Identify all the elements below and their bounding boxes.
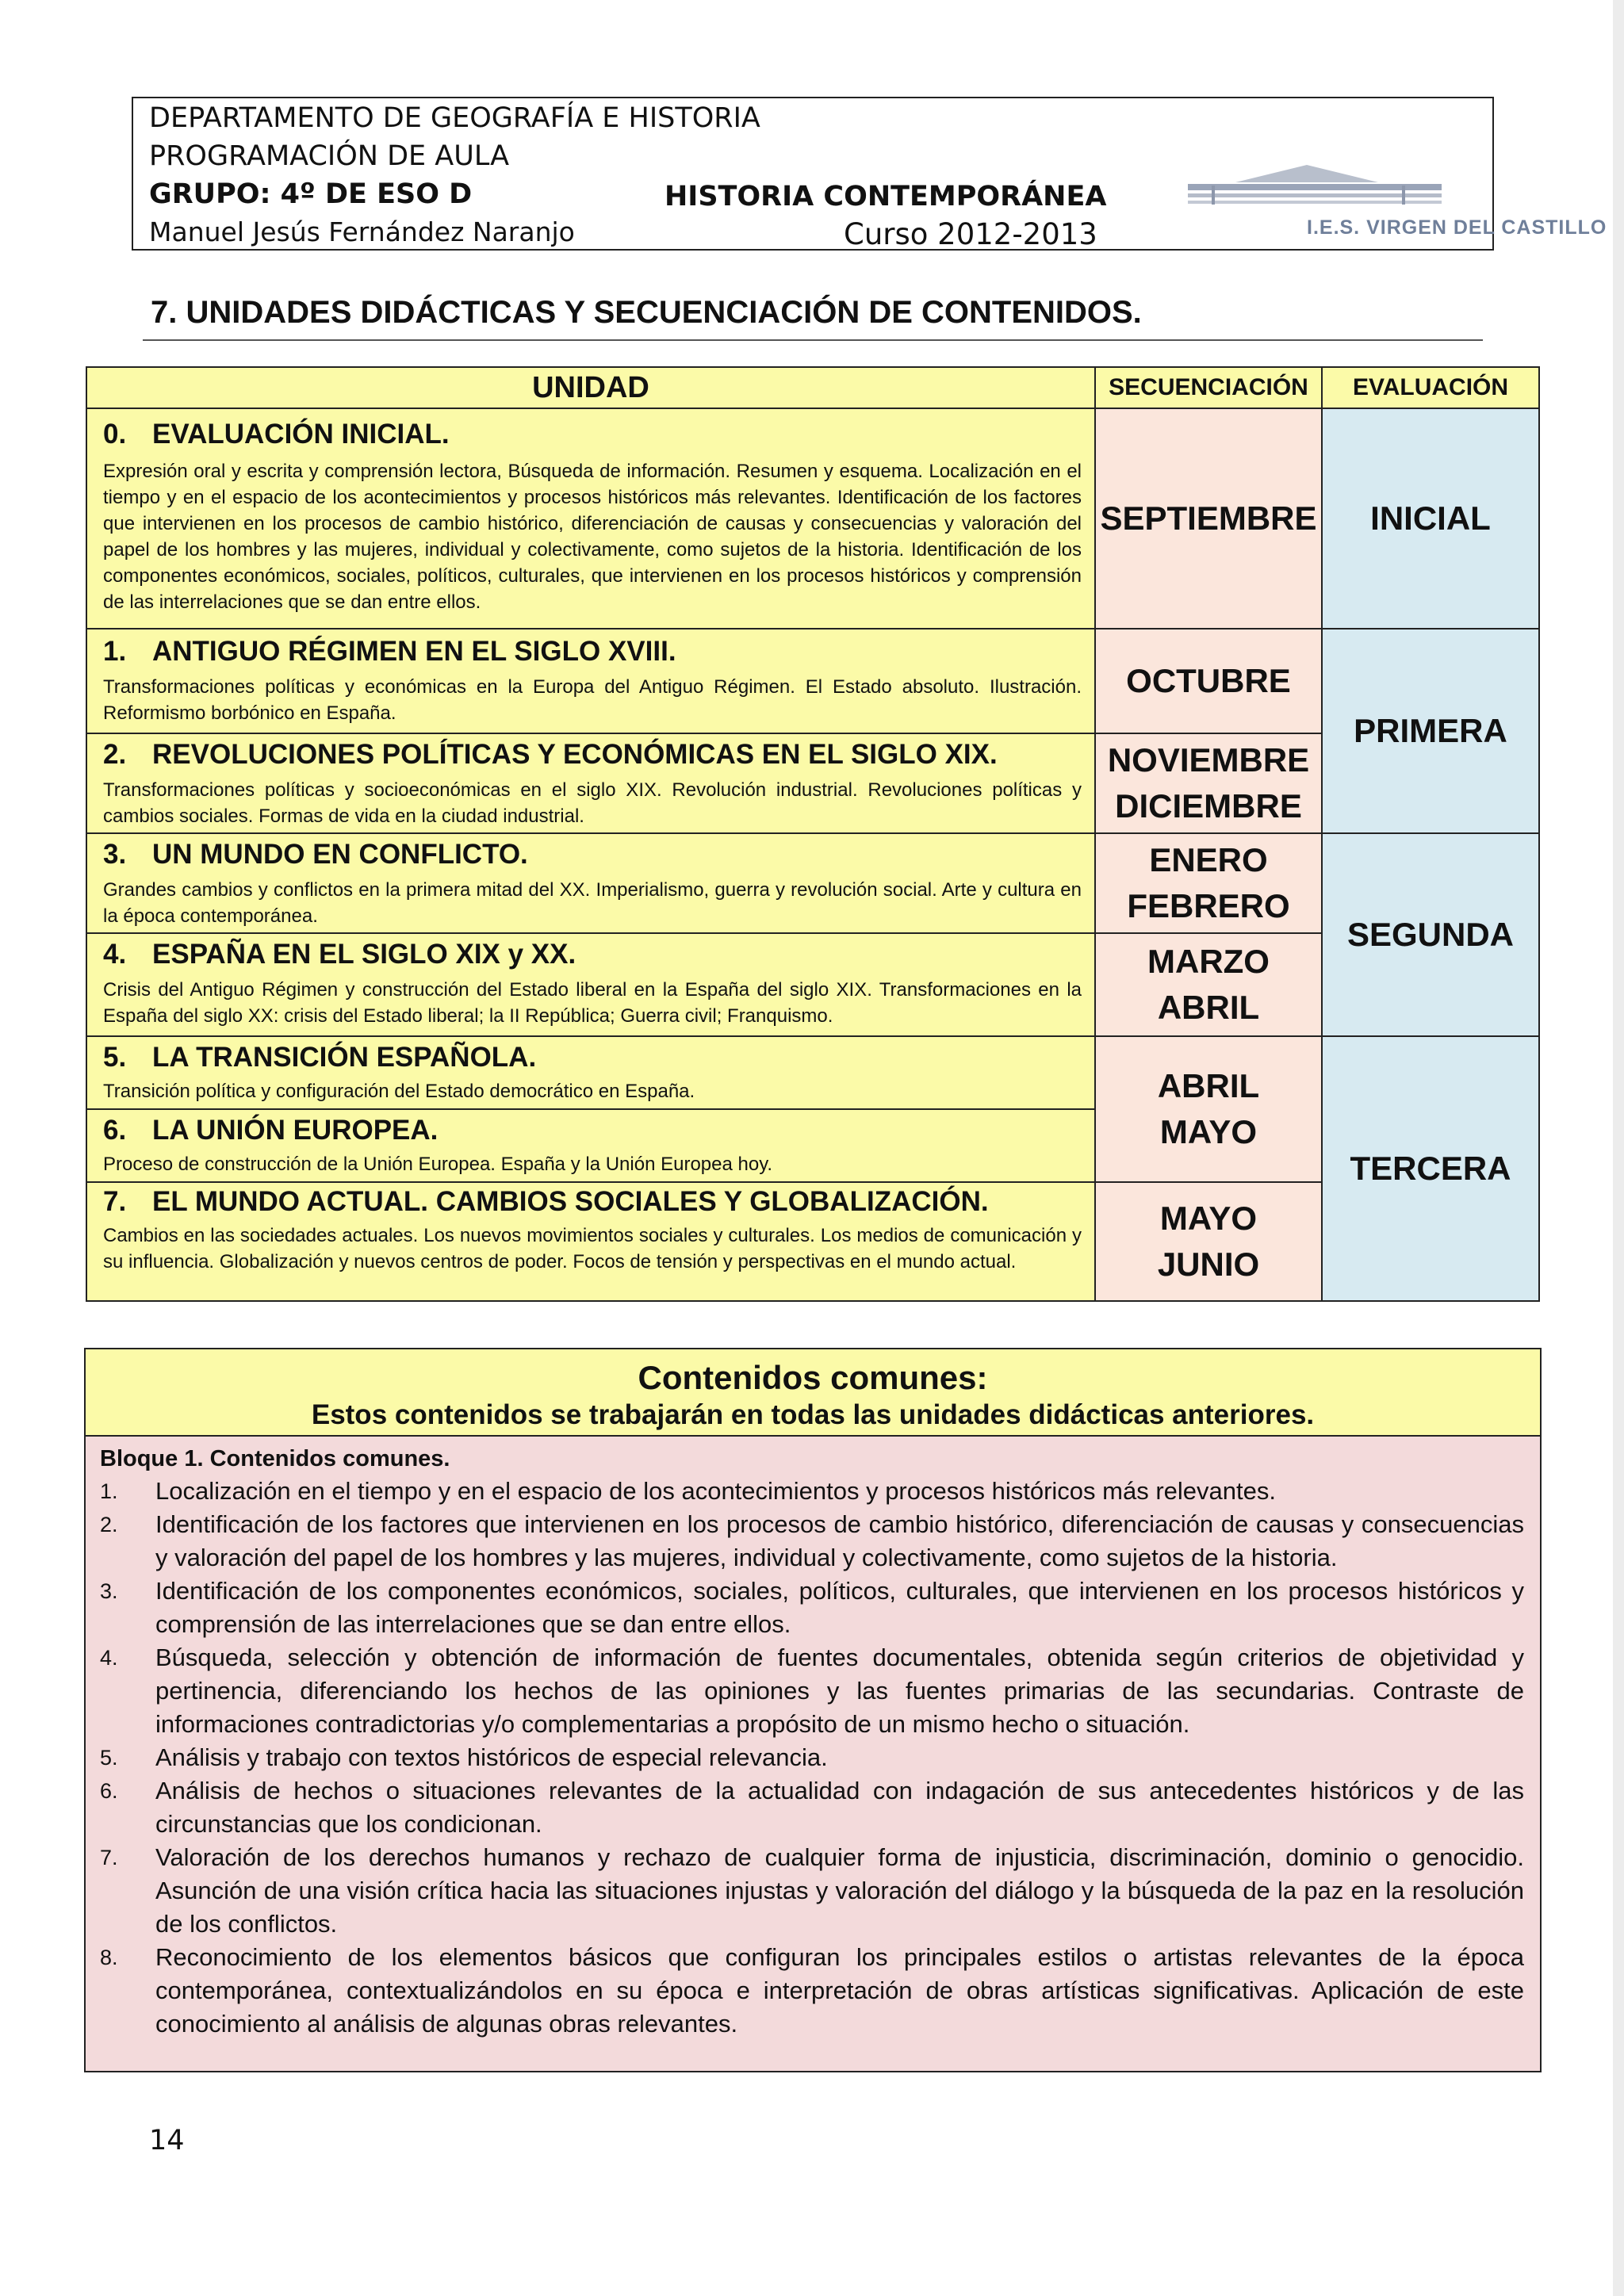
list-item bbox=[100, 1641, 1524, 1741]
month-label: SEPTIEMBRE bbox=[1100, 499, 1317, 537]
unit-title-text: EVALUACIÓN INICIAL. bbox=[152, 419, 450, 450]
month-label: MAYO bbox=[1159, 1200, 1258, 1237]
evaluation-label: PRIMERA bbox=[1354, 712, 1507, 749]
list-number: 4. bbox=[100, 1646, 118, 1670]
page-number: 14 bbox=[149, 2125, 185, 2156]
month-label: OCTUBRE bbox=[1126, 662, 1291, 699]
unit-title-text: UN MUNDO EN CONFLICTO. bbox=[152, 839, 528, 870]
sequence-cell bbox=[1094, 932, 1323, 1037]
unit-description: Cambios en las sociedades actuales. Los nuevos movimientos sociales y culturales. Los medios de comunicación y su influencia. Globalización y nuevos centros de poder. Focos de tensión y perspectivas en el mundo actual. bbox=[103, 1225, 1082, 1272]
school-building-icon bbox=[1164, 103, 1481, 214]
school-logo: I.E.S. VIRGEN DEL CASTILLO bbox=[1164, 103, 1481, 247]
list-item bbox=[100, 1508, 1524, 1575]
list-text: Identificación de los factores que intervienen en los procesos de cambio histórico, diferenciación de causas y consecuencias y valoración del papel de los hombres y las mujeres, individual y colectivamente, como sujetos de la historia. bbox=[155, 1510, 1524, 1571]
month-label: DICIEMBRE bbox=[1115, 787, 1302, 825]
list-text: Búsqueda, selección y obtención de información de fuentes documentales, obtenida según criterios de objetividad y pertinencia, diferenciando los hechos de las opiniones y las fuentes primarias de las secundarias. Contraste de informaciones contradictorias y/o complementarias a propósito de un mismo hecho o situación. bbox=[155, 1644, 1524, 1738]
common-contents-subtitle: Estos contenidos se trabajarán en todas las unidades didácticas anteriores. bbox=[311, 1399, 1315, 1430]
month-label: MAYO bbox=[1159, 1113, 1258, 1150]
evaluation-cell bbox=[1321, 1035, 1540, 1302]
unit-title bbox=[103, 419, 450, 450]
unit-title bbox=[103, 939, 576, 970]
unit-row bbox=[86, 1108, 1096, 1183]
unit-number: 0. bbox=[103, 419, 127, 450]
block-title: Bloque 1. Contenidos comunes. bbox=[100, 1446, 450, 1471]
evaluation-cell bbox=[1321, 408, 1540, 629]
document-header bbox=[132, 97, 1607, 251]
unit-description: Transformaciones políticas y socioeconómicas en el siglo XIX. Revolución industrial. Revoluciones políticas y cambios sociales. Formas de vida en la ciudad industrial. bbox=[103, 779, 1082, 827]
month-label: FEBRERO bbox=[1127, 887, 1290, 924]
unit-title bbox=[103, 1042, 536, 1073]
unit-row bbox=[86, 628, 1096, 734]
evaluation-cell bbox=[1321, 628, 1540, 834]
unit-number: 6. bbox=[103, 1115, 127, 1146]
common-contents-title: Contenidos comunes: bbox=[638, 1359, 988, 1396]
list-text: Localización en el tiempo y en el espacio de los acontecimientos y procesos históricos más relevantes. bbox=[155, 1477, 1276, 1505]
unit-title-text: REVOLUCIONES POLÍTICAS Y ECONÓMICAS EN EL SIGLO XIX. bbox=[152, 739, 998, 770]
unit-title bbox=[103, 839, 528, 871]
units-table bbox=[86, 366, 1540, 1302]
unit-description: Expresión oral y escrita y comprensión lectora, Búsqueda de información. Resumen y esquema. Localización en el tiempo y en el espacio de los acontecimientos y procesos históricos más relevantes. Identificación de los factores que intervienen en los procesos de cambio histórico, diferenciación de causas y consecuencias y valoración del papel de los hombres y las mujeres, individual y colectivamente, como sujetos de la historia. Identificación de los componentes económicos, sociales, políticos, culturales, que intervienen en los procesos históricos y comprensión de las interrelaciones que se dan entre ellos. bbox=[103, 461, 1082, 613]
unit-row bbox=[86, 832, 1096, 934]
unit-description: Proceso de construcción de la Unión Europea. España y la Unión Europea hoy. bbox=[103, 1154, 773, 1175]
subject-label: HISTORIA CONTEMPORÁNEA bbox=[665, 181, 1107, 212]
header-unit: UNIDAD bbox=[86, 366, 1096, 409]
list-number: 7. bbox=[100, 1846, 118, 1869]
unit-description: Crisis del Antiguo Régimen y construcción del Estado liberal en la España del siglo XIX. Transformaciones en la España del siglo XX: crisis del Estado liberal; la II República; Guerra civil; Franquismo. bbox=[103, 979, 1082, 1027]
unit-title-text: ANTIGUO RÉGIMEN EN EL SIGLO XVIII. bbox=[152, 636, 676, 667]
list-number: 1. bbox=[100, 1479, 118, 1503]
department-name: DEPARTAMENTO DE GEOGRAFÍA E HISTORIA bbox=[149, 102, 760, 134]
list-text: Reconocimiento de los elementos básicos que configuran los principales estilos o artistas relevantes de la época contemporánea, contextualizándolos en su época e interpretación de obras artísticas significativas. Aplicación de este conocimiento al análisis de algunas obras relevantes. bbox=[155, 1943, 1524, 2038]
unit-number: 1. bbox=[103, 636, 127, 667]
evaluation-label: INICIAL bbox=[1370, 499, 1491, 537]
month-label: ABRIL bbox=[1157, 1067, 1260, 1104]
evaluation-label: TERCERA bbox=[1350, 1150, 1511, 1187]
evaluation-cell bbox=[1321, 832, 1540, 1037]
list-item bbox=[100, 1741, 1524, 1774]
evaluation-label: SEGUNDA bbox=[1346, 916, 1515, 953]
month-label: NOVIEMBRE bbox=[1107, 741, 1310, 779]
unit-description: Grandes cambios y conflictos en la primera mitad del XX. Imperialismo, guerra y revolución social. Arte y cultura en la época contemporánea. bbox=[103, 879, 1082, 927]
list-item bbox=[100, 1575, 1524, 1641]
unit-row bbox=[86, 1181, 1096, 1302]
sequence-cell bbox=[1094, 408, 1323, 629]
section-title: 7. UNIDADES DIDÁCTICAS Y SECUENCIACIÓN DE CONTENIDOS. bbox=[151, 295, 1142, 330]
course-label: Curso 2012-2013 bbox=[844, 217, 1097, 251]
sequence-cell bbox=[1094, 628, 1323, 734]
header-evaluation: EVALUACIÓN bbox=[1321, 366, 1540, 409]
group-label: GRUPO: 4º DE ESO D bbox=[149, 178, 473, 210]
unit-number: 3. bbox=[103, 839, 127, 870]
unit-number: 2. bbox=[103, 739, 127, 770]
unit-number: 7. bbox=[103, 1186, 127, 1217]
list-text: Identificación de los componentes económicos, sociales, políticos, culturales, que intervienen en los procesos históricos y comprensión de las interrelaciones que se dan entre ellos. bbox=[155, 1577, 1524, 1638]
list-item bbox=[100, 1774, 1524, 1841]
list-number: 2. bbox=[100, 1513, 118, 1536]
unit-number: 5. bbox=[103, 1042, 127, 1073]
list-text: Valoración de los derechos humanos y rechazo de cualquier forma de injusticia, discriminación, dominio o genocidio. Asunción de una visión crítica hacia las situaciones injustas y valoración del diálogo y la búsqueda de la paz en la resolución de los conflictos. bbox=[155, 1843, 1524, 1938]
list-text: Análisis de hechos o situaciones relevantes de la actualidad con indagación de sus antecedentes históricos y de las circunstancias que los condicionan. bbox=[155, 1777, 1524, 1838]
sequence-cell bbox=[1094, 733, 1323, 834]
common-contents-box bbox=[84, 1348, 1542, 2072]
author-name: Manuel Jesús Fernández Naranjo bbox=[149, 216, 575, 247]
page-edge bbox=[1613, 0, 1624, 2296]
unit-title-text: LA TRANSICIÓN ESPAÑOLA. bbox=[152, 1042, 537, 1073]
unit-title bbox=[103, 636, 676, 668]
sequence-cell bbox=[1094, 1181, 1323, 1302]
unit-title-text: ESPAÑA EN EL SIGLO XIX y XX. bbox=[152, 939, 576, 970]
list-number: 5. bbox=[100, 1746, 118, 1770]
unit-title bbox=[103, 1186, 989, 1218]
sequence-cell bbox=[1094, 832, 1323, 934]
common-contents-header bbox=[86, 1349, 1540, 1437]
unit-row bbox=[86, 932, 1096, 1037]
unit-title bbox=[103, 739, 998, 771]
list-item bbox=[100, 1475, 1524, 1508]
list-number: 3. bbox=[100, 1579, 118, 1603]
unit-description: Transformaciones políticas y económicas en la Europa del Antiguo Régimen. El Estado absoluto. Ilustración. Reformismo borbónico en España. bbox=[103, 676, 1082, 724]
list-item bbox=[100, 1841, 1524, 1941]
month-label: ABRIL bbox=[1157, 989, 1260, 1026]
list-number: 8. bbox=[100, 1946, 118, 1969]
month-label: JUNIO bbox=[1157, 1246, 1260, 1283]
common-contents-body bbox=[86, 1437, 1540, 2071]
unit-row bbox=[86, 1035, 1096, 1110]
list-text: Análisis y trabajo con textos históricos de especial relevancia. bbox=[155, 1743, 828, 1771]
unit-description: Transición política y configuración del Estado democrático en España. bbox=[103, 1081, 695, 1102]
unit-title bbox=[103, 1115, 438, 1146]
month-label: MARZO bbox=[1147, 943, 1270, 980]
list-item bbox=[100, 1941, 1524, 2041]
unit-row bbox=[86, 733, 1096, 834]
unit-row bbox=[86, 408, 1096, 629]
unit-number: 4. bbox=[103, 939, 127, 970]
list-number: 6. bbox=[100, 1779, 118, 1803]
document-type: PROGRAMACIÓN DE AULA bbox=[149, 140, 510, 172]
header-sequence: SECUENCIACIÓN bbox=[1094, 366, 1323, 409]
sequence-cell bbox=[1094, 1035, 1323, 1183]
unit-title-text: EL MUNDO ACTUAL. CAMBIOS SOCIALES Y GLOBALIZACIÓN. bbox=[152, 1186, 989, 1217]
month-label: ENERO bbox=[1149, 841, 1268, 878]
section-rule bbox=[143, 339, 1483, 341]
unit-title-text: LA UNIÓN EUROPEA. bbox=[152, 1115, 439, 1146]
